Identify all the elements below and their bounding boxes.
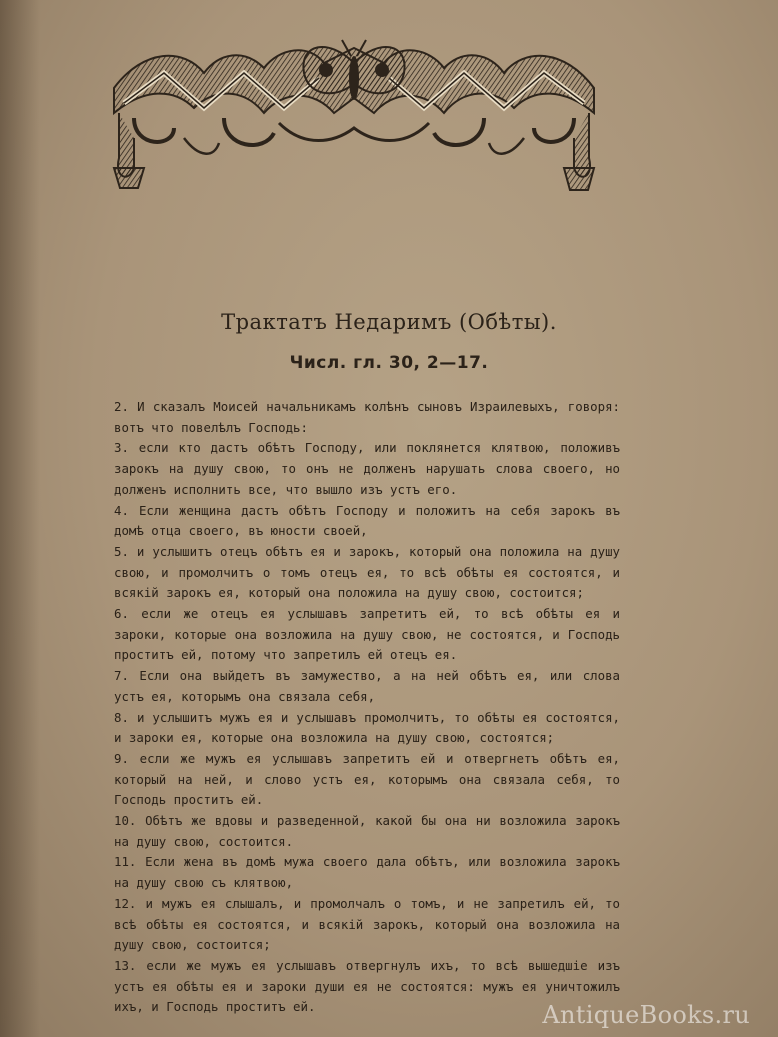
verse: 5. и услышитъ отецъ обѣтъ ея и зарокъ, который она положила на душу свою, и промолчитъ о томъ отецъ ея, то всѣ обѣты ея состоятся, и всякій зарокъ ея, который она положила на душу свою, состоится; xyxy=(114,543,620,601)
verse: 4. Если женщина дастъ обѣтъ Господу и положитъ на себя зарокъ въ домѣ отца своего, въ юности своей, xyxy=(114,502,620,539)
verse: 8. и услышитъ мужъ ея и услышавъ промолчитъ, то обѣты ея состоятся, и зароки ея, которые она возложила на душу свою, состоятся; xyxy=(114,709,620,746)
verse: 10. Обѣтъ же вдовы и разведенной, какой бы она ни возложила зарокъ на душу свою, состоится. xyxy=(114,813,620,849)
verse: 11. Если жена въ домѣ мужа своего дала обѣтъ, или возложила зарокъ на душу свою съ клятвою, xyxy=(114,854,620,891)
verse: 6. если же отецъ ея услышавъ запретитъ ей, то всѣ обѣты ея и зароки, которые она возложила на душу свою, не состоятся, и Господь проститъ ей, потому что запретилъ ей отецъ ея. xyxy=(114,606,620,663)
verse: 12. и мужъ ея слышалъ, и промолчалъ о томъ, и не запретилъ ей, то всѣ обѣты ея состоятся, и всякій зарокъ, который она возложила на душу свою, состоится; xyxy=(114,895,620,953)
scripture-reference: Числ. гл. 30, 2—17. xyxy=(289,353,489,373)
body-text xyxy=(114,397,620,1018)
verse: 3. если кто дастъ обѣтъ Господу, или поклянется клятвою, положивъ зарокъ на душу свою, то онъ не долженъ нарушать слова своего, но долженъ исполнить все, что вышло изъ устъ его. xyxy=(114,440,620,497)
page-shadow xyxy=(0,0,40,1037)
verse: 13. если же мужъ ея услышавъ отвергнулъ ихъ, то всѣ вышедшіе изъ устъ ея обѣты ея и зароки души ея не состоятся: мужъ ея уничтожилъ ихъ, и Господь проститъ ей. xyxy=(114,957,620,1015)
page-title: Трактатъ Недаримъ (Обѣты). xyxy=(221,310,557,334)
verse: 9. если же мужъ ея услышавъ запретитъ ей и отвергнетъ обѣтъ ея, который на ней, и слово устъ ея, которымъ она связала себя, то Господь проститъ ей. xyxy=(114,750,620,808)
butterfly-headpiece-ornament xyxy=(104,18,604,198)
watermark: AntiqueBooks.ru xyxy=(542,1001,750,1029)
verse: 7. Если она выйдетъ въ замужество, а на ней обѣтъ ея, или слова устъ ея, которымъ она связала себя, xyxy=(114,668,620,704)
verse: 2. И сказалъ Моисей начальникамъ колѣнъ сыновъ Израилевыхъ, говоря: вотъ что повелѣлъ Господь: xyxy=(114,399,620,435)
